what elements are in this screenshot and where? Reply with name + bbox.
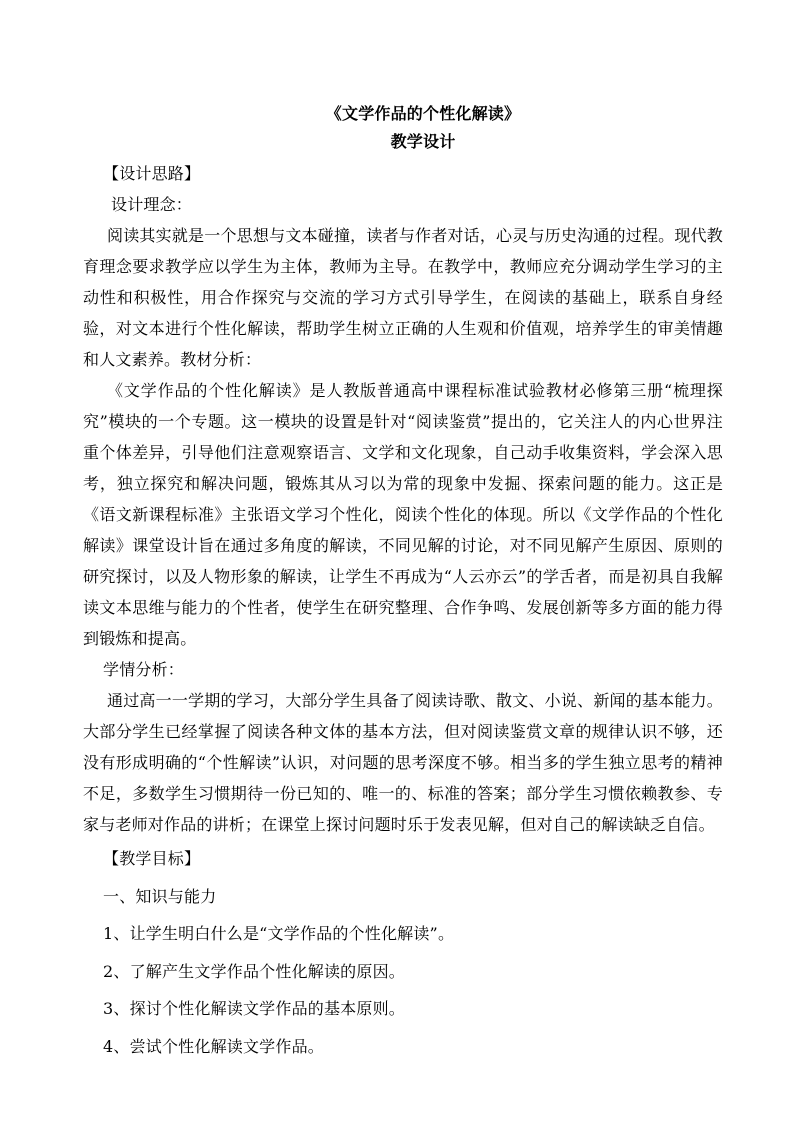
section-heading-goals: 【教学目标】 xyxy=(103,849,201,868)
document-body xyxy=(83,100,723,1065)
goal-item: 1、让学生明白什么是“文学作品的个性化解读”。 xyxy=(103,924,455,943)
paragraph-student-analysis: 通过高一一学期的学习，大部分学生具备了阅读诗歌、散文、小说、新闻的基本能力。大部分学生已经掌握了阅读各种文体的基本方法，但对阅读鉴赏文章的规律认识不够，还没有形成明确的“个性解读”认识，对问题的思考深度不够。相当多的学生独立思考的精神不足，多数学生习惯期待一份已知的、唯一的、标准的答案；部分学生习惯依赖教参、专家与老师对作品的讲析；在课堂上探讨问题时乐于发表见解，但对自己的解读缺乏自信。 xyxy=(83,691,723,834)
goal-heading-knowledge: 一、知识与能力 xyxy=(103,886,217,906)
goal-item: 3、探讨个性化解读文学作品的基本原则。 xyxy=(103,999,405,1018)
goal-item: 2、了解产生文学作品个性化解读的原因。 xyxy=(103,961,405,981)
goal-item: 4、尝试个性化解读文学作品。 xyxy=(103,1036,324,1056)
section-heading-design-idea: 【设计思路】 xyxy=(103,164,201,183)
document-subtitle: 教学设计 xyxy=(390,132,456,151)
paragraph-design-concept: 阅读其实就是一个思想与文本碰撞，读者与作者对话，心灵与历史沟通的过程。现代教育理念要求教学应以学生为主体，教师为主导。在教学中，教师应充分调动学生学习的主动性和积极性，用合作探究与交流的学习方式引导学生，在阅读的基础上，联系自身经验，对文本进行个性化解读，帮助学生树立正确的人生观和价值观，培养学生的审美情趣和人文素养。教材分析： xyxy=(83,226,723,369)
label-design-concept: 设计理念： xyxy=(111,195,193,214)
document-title: 《文学作品的个性化解读》 xyxy=(325,104,521,123)
label-student-analysis: 学情分析： xyxy=(103,660,185,679)
paragraph-textbook-analysis: 《文学作品的个性化解读》是人教版普通高中课程标准试验教材必修第三册“梳理探究”模块的一个专题。这一模块的设置是针对“阅读鉴赏”提出的，它关注人的内心世界注重个体差异，引导他们注意观察语言、文学和文化现象，自己动手收集资料，学会深入思考，独立探究和解决问题，锻炼其从习以为常的现象中发掘、探索问题的能力。这正是《语文新课程标准》主张语文学习个性化，阅读个性化的体现。所以《文学作品的个性化解读》课堂设计旨在通过多角度的解读，不同见解的讨论，对不同见解产生原因、原则的研究探讨，以及人物形象的解读，让学生不再成为“人云亦云”的学舌者，而是初具自我解读文本思维与能力的个性者，使学生在研究整理、合作争鸣、发展创新等多方面的能力得到锻炼和提高。 xyxy=(83,381,723,648)
